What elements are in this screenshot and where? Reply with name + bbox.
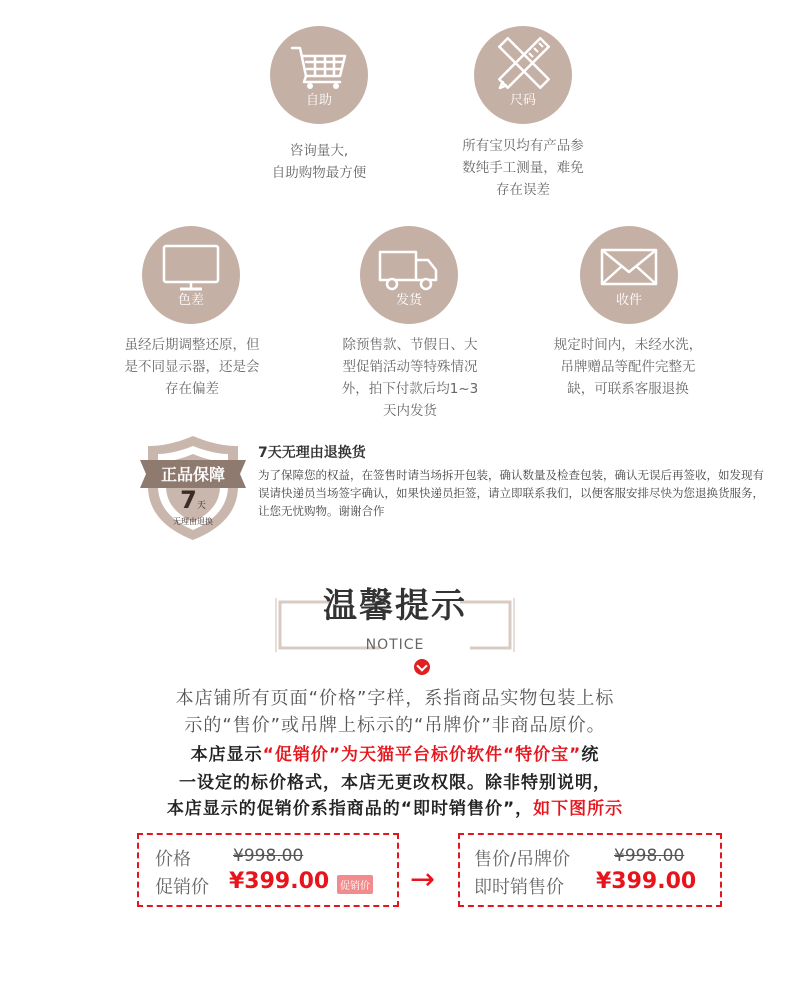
price-row: 售价/吊牌价 ¥998.00 [474, 846, 685, 870]
price-box-instant [458, 833, 722, 907]
guarantee-title: 7天无理由退换货 [258, 445, 366, 461]
notice-paragraph-2-line-1: 本店显示“促销价”为天猫平台标价软件“特价宝”统 [190, 745, 600, 765]
promo-tag: 促销价 [337, 875, 373, 894]
badge-text: 正品保障 [160, 465, 225, 484]
notice-title: 温馨提示 [323, 586, 467, 626]
service-description: 规定时间内，未经水洗， 吊牌赠品等配件完整无 缺，可联系客服退换 [553, 337, 703, 397]
ruler-pencil-icon [474, 26, 572, 124]
service-description: 除预售款、节假日、大 型促销活动等特殊情况 外，拍下付款后均1~3 天内发货 [341, 337, 479, 419]
notice-paragraph-1-line-1: 本店铺所有页面“价格”字样，系指商品实物包装上标 [175, 688, 615, 709]
chevron-down-icon [414, 659, 430, 675]
service-description: 所有宝贝均有产品参 数纯手工测量，难免 存在误差 [462, 138, 584, 198]
service-circle [474, 26, 572, 124]
notice-paragraph-1-line-2: 示的“售价”或吊牌上标示的“吊牌价”非商品原价。 [184, 715, 606, 736]
notice-paragraph-2-line-3: 本店显示的促销价系指商品的“即时销售价”，如下图所示 [166, 799, 624, 819]
promo-price-row: 促销价 ¥399.00 促销价 [155, 873, 209, 899]
delivery-truck-icon [360, 226, 458, 324]
notice-subtitle: NOTICE [365, 637, 425, 653]
badge-sub: 无理由退换 [173, 517, 213, 526]
service-label: 色差 [177, 293, 204, 308]
service-circle [142, 226, 240, 324]
arrow-right-icon: → [410, 862, 436, 897]
service-description: 咨询量大, 自助购物最方便 [271, 143, 367, 181]
guarantee-text: 为了保障您的权益，在签售时请当场拆开包装，确认数量及检查包装，确认无误后再签收，如发现有误请快递员当场签字确认，如果快递员拒签，请立即联系我们，以便客服安排尽快为您退换货服务，让您无忧购物。谢谢合作 [258, 468, 764, 518]
guarantee-badge [134, 430, 252, 546]
instant-price-row: 即时销售价 ¥399.00 [474, 869, 697, 898]
price-row: 价格 ¥998.00 [155, 846, 304, 870]
service-label: 收件 [615, 293, 642, 308]
service-description: 虽经后期调整还原，但 是不同显示器，还是会 存在偏差 [124, 337, 260, 397]
envelope-icon [580, 226, 678, 324]
service-label: 尺码 [509, 93, 536, 108]
service-circle [270, 26, 368, 124]
service-circle [360, 226, 458, 324]
service-label: 自助 [305, 93, 332, 108]
service-label: 发货 [395, 293, 422, 308]
price-box-promo [137, 833, 399, 907]
service-circle [580, 226, 678, 324]
shopping-cart-icon [270, 26, 368, 124]
monitor-icon [142, 226, 240, 324]
notice-paragraph-2-line-2: 一设定的标价格式，本店无更改权限。除非特别说明， [179, 773, 611, 793]
badge-number: 7天 [180, 486, 206, 514]
